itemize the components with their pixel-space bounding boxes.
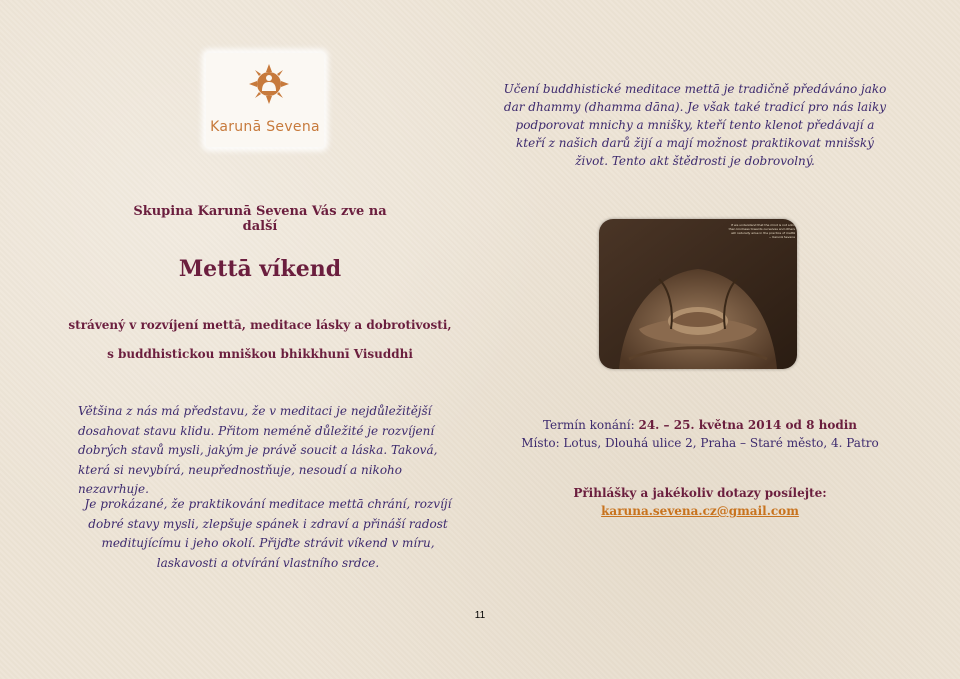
caption-line: ~ Karunā Sevena bbox=[768, 235, 795, 239]
paragraph-line: Většina z nás má představu, že v meditaci je nejdůležitější bbox=[78, 404, 432, 418]
logo-text: Karunā Sevena bbox=[210, 119, 320, 135]
event-date-label: Termín konání: bbox=[542, 418, 635, 432]
caption-line: then kindness towards ourselves and others bbox=[728, 227, 795, 231]
caption-line: If we understand that the mind is not solid bbox=[731, 223, 795, 227]
buddha-statue-hands-image bbox=[599, 219, 797, 369]
paragraph-line: která si nevybírá, neupřednostňuje, nesoudí a nikoho nezavrhuje. bbox=[78, 462, 402, 496]
description-paragraph-1 bbox=[78, 402, 458, 500]
event-date-value: 24. – 25. května 2014 od 8 hodin bbox=[638, 418, 857, 432]
lotus-buddha-icon bbox=[249, 64, 289, 104]
caption-line: will naturally arise in the practice of mettā bbox=[731, 231, 795, 235]
subtitle-practice: strávený v rozvíjení mettā, meditace lásky a dobrotivosti, bbox=[68, 318, 452, 332]
subtitle-teacher: s buddhistickou mniškou bhikkhunī Visuddhi bbox=[107, 347, 413, 361]
description-paragraph-2: Je prokázané, že praktikování meditace mettā chrání, rozvíjí dobré stavy mysli, zlepšuje spánek i zdraví a přináší radost meditujícímu i jeho okolí. Přijďte strávit víkend v míru, laskavosti a otvírání vlastního srdce. bbox=[84, 497, 452, 570]
buddha-photo bbox=[599, 219, 797, 369]
event-place: Místo: Lotus, Dlouhá ulice 2, Praha – Staré město, 4. Patro bbox=[521, 436, 879, 450]
signup-label: Přihlášky a jakékoliv dotazy posílejte: bbox=[573, 486, 827, 500]
paragraph-line: dobrých stavů mysli, jakým je právě soucit a láska. Taková, bbox=[78, 443, 438, 457]
event-info bbox=[520, 416, 880, 452]
email-link[interactable]: karuna.sevena.cz@gmail.com bbox=[601, 504, 799, 518]
invitation-line: Skupina Karunā Sevena Vás zve na další bbox=[133, 204, 387, 234]
event-date bbox=[520, 416, 880, 434]
paragraph-line: dosahovat stavu klidu. Přitom neméně důležité je rozvíjení bbox=[78, 423, 435, 438]
logo-card bbox=[206, 53, 324, 147]
page-title: Mettā víkend bbox=[178, 256, 342, 282]
photo-caption bbox=[703, 223, 795, 239]
intro-text: Učení buddhistické meditace mettā je tradičně předáváno jako dar dhammy (dhamma dāna). Je však také tradicí pro nás laiky podporovat mnichy a mnišky, kteří tento klenot předávají a kteří z našich darů žijí a mají možnost praktikovat mnišský život. Tento akt štědrosti je dobrovolný. bbox=[503, 82, 887, 168]
page-number: 11 bbox=[474, 610, 486, 621]
